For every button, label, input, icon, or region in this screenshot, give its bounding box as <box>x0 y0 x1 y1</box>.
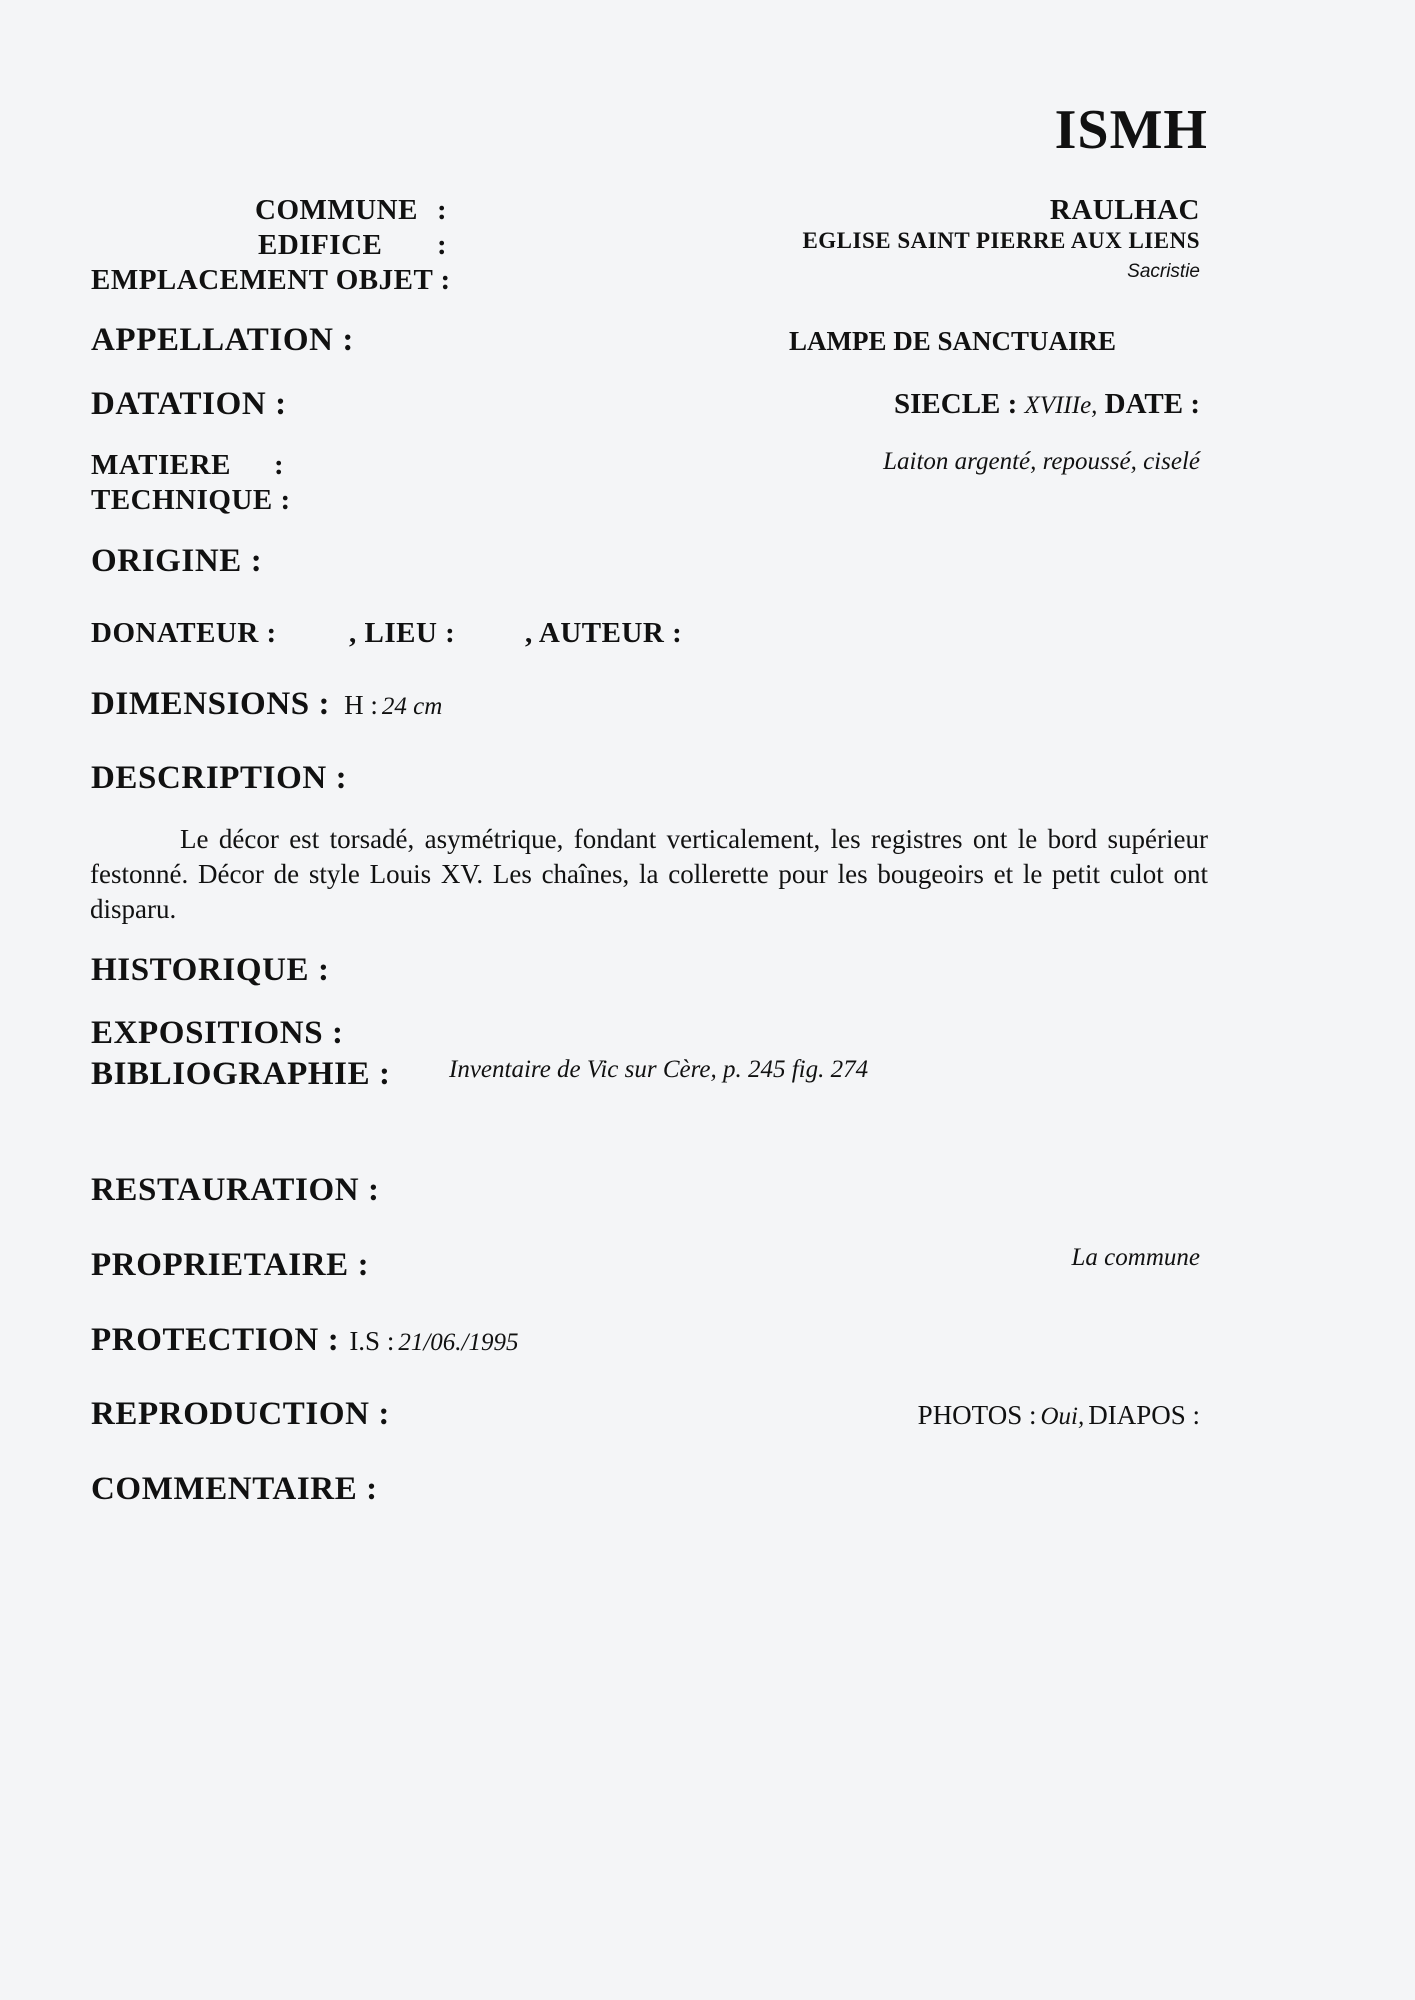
photos-value: Oui, <box>1040 1403 1085 1430</box>
document-code: ISMH <box>1054 99 1208 161</box>
description-text: Le décor est torsadé, asymétrique, fondant verticalement, les registres ont le bord supérieur festonné. Décor de style Louis XV. Les chaînes, la collerette pour les bougeoirs et le petit culot ont disparu. <box>90 824 1208 924</box>
proprietaire-value: La commune <box>1071 1244 1200 1271</box>
matiere-label: MATIERE <box>91 449 231 481</box>
dimensions-label: DIMENSIONS : <box>91 686 331 722</box>
auteur-label: , AUTEUR : <box>525 617 683 649</box>
historique-label: HISTORIQUE : <box>91 952 330 988</box>
matiere-colon: : <box>274 449 285 481</box>
commentaire-label: COMMENTAIRE : <box>91 1471 378 1507</box>
commune-value: RAULHAC <box>1049 194 1200 226</box>
siecle-value: XVIIIe, <box>1024 392 1098 419</box>
expositions-label: EXPOSITIONS : <box>91 1015 344 1051</box>
description-label: DESCRIPTION : <box>91 760 348 796</box>
dimensions-line <box>91 686 442 723</box>
protection-line <box>91 1322 518 1359</box>
edifice-value: EGLISE SAINT PIERRE AUX LIENS <box>802 228 1200 253</box>
lieu-label: , LIEU : <box>349 617 456 649</box>
bibliographie-label: BIBLIOGRAPHIE : <box>91 1056 391 1092</box>
bibliographie-value: Inventaire de Vic sur Cère, p. 245 fig. 274 <box>449 1056 869 1083</box>
emplacement-label: EMPLACEMENT OBJET : <box>91 264 451 296</box>
proprietaire-label: PROPRIETAIRE : <box>91 1247 370 1283</box>
protection-date: 21/06./1995 <box>398 1329 519 1356</box>
protection-label: PROTECTION : <box>91 1322 340 1358</box>
donateur-label: DONATEUR : <box>91 617 277 649</box>
protection-type: I.S : <box>349 1326 395 1356</box>
datation-label: DATATION : <box>91 386 287 422</box>
edifice-label: EDIFICE <box>258 229 383 261</box>
diapos-label: DIAPOS : <box>1088 1400 1200 1430</box>
siecle-label: SIECLE : <box>894 388 1018 420</box>
edifice-colon: : <box>437 229 448 261</box>
origine-label: ORIGINE : <box>91 543 263 579</box>
appellation-value: LAMPE DE SANCTUAIRE <box>789 326 1117 356</box>
siecle-line <box>894 388 1200 421</box>
technique-label: TECHNIQUE : <box>91 484 291 516</box>
commune-colon: : <box>437 194 448 226</box>
photos-line <box>918 1400 1200 1431</box>
commune-label: COMMUNE <box>255 194 418 226</box>
date-label: DATE : <box>1104 388 1200 420</box>
height-label: H : <box>344 690 378 720</box>
reproduction-label: REPRODUCTION : <box>91 1396 390 1432</box>
restauration-label: RESTAURATION : <box>91 1172 380 1208</box>
photos-label: PHOTOS : <box>917 1400 1037 1430</box>
appellation-label: APPELLATION : <box>91 322 354 358</box>
emplacement-value: Sacristie <box>1127 261 1200 282</box>
height-value: 24 cm <box>381 693 443 720</box>
matiere-value: Laiton argenté, repoussé, ciselé <box>883 448 1200 475</box>
